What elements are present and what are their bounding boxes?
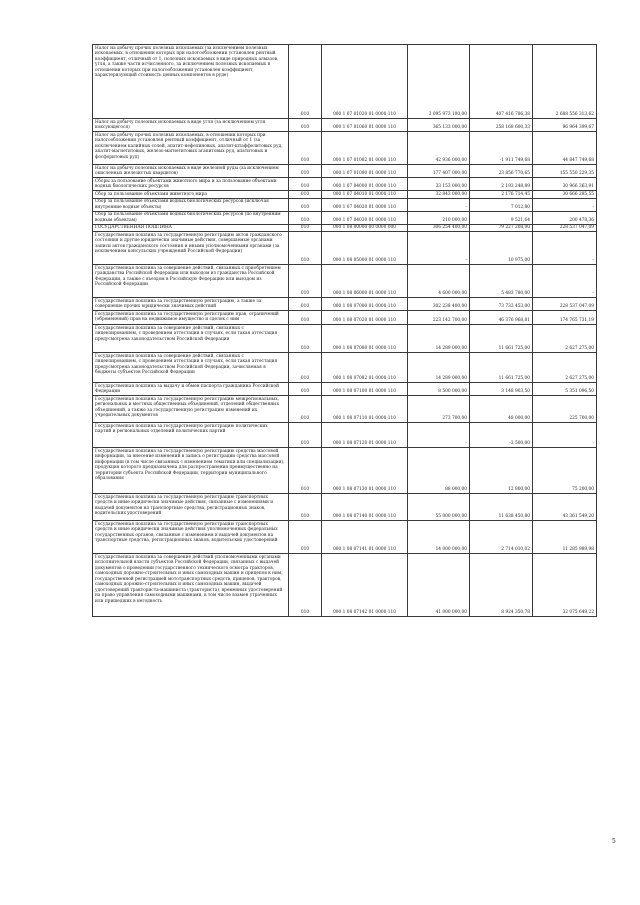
line-code: 010 <box>289 396 322 423</box>
line-code: 010 <box>289 521 322 554</box>
table-row <box>93 191 597 199</box>
unexecuted-amount: 75 200,00 <box>533 448 597 494</box>
row-name: Государственная пошлина за государственную регистрацию актов гражданского состояния и другие юридически значимые действия, совершаемые органами записи актов гражданского состояния и иными уполномоченными органами (за исключением консульских учреждений Российской Федерации) <box>93 232 289 265</box>
budget-code: 000 1 07 01020 01 0000 110 <box>322 45 408 119</box>
budget-code: 000 1 08 05000 01 0000 110 <box>322 232 408 265</box>
line-code: 010 <box>289 448 322 494</box>
executed-amount: 407 416 786,38 <box>470 45 533 119</box>
unexecuted-amount: 43 361 549,20 <box>533 494 597 521</box>
line-code: 010 <box>289 119 322 132</box>
table-row <box>93 178 597 191</box>
table-row <box>93 211 597 224</box>
page-number: 5 <box>612 838 616 845</box>
approved-amount: 306 254 400,00 <box>408 224 470 232</box>
approved-amount: 223 142 700,00 <box>408 311 470 325</box>
row-name: Государственная пошлина за государственную регистрацию прав, ограничений (обременений) прав на недвижимое имущество и сделок с ним <box>93 311 289 325</box>
approved-amount: - <box>408 198 470 211</box>
executed-amount: 11 638 450,80 <box>470 494 533 521</box>
budget-code: 000 1 08 07142 01 0000 110 <box>322 554 408 617</box>
row-name: Налог на добычу прочих полезных ископаемых (за исключением полезных ископаемых, в отношении которых при налогообложении установлен рентный коэффициент, отличный от 1, полезных ископаемых в виде природных алмазов, угля, а также части исчисленного, за исключением полезных ископаемых в отношении которых при налогообложении установлен коэффициент, характеризующий стоимость ценных компонентов в руде) <box>93 45 289 119</box>
unexecuted-amount: 44 847 749,68 <box>533 132 597 165</box>
table-row <box>93 353 597 383</box>
budget-code: 000 1 07 01082 01 0000 110 <box>322 132 408 165</box>
approved-amount: 14 000 000,00 <box>408 521 470 554</box>
table-row <box>93 198 597 211</box>
line-code: 010 <box>289 178 322 191</box>
line-code: 010 <box>289 211 322 224</box>
budget-code: 000 1 08 07082 01 0000 110 <box>322 353 408 383</box>
unexecuted-amount: - <box>533 198 597 211</box>
unexecuted-amount: 2 627 275,00 <box>533 353 597 383</box>
unexecuted-amount: 200 478,36 <box>533 211 597 224</box>
line-code: 010 <box>289 353 322 383</box>
unexecuted-amount: 228 537 047,09 <box>533 224 597 232</box>
row-name: Сбор за пользование объектами водных биологических ресурсов (исключая внутренние водные объекты) <box>93 198 289 211</box>
approved-amount: 14 289 000,00 <box>408 353 470 383</box>
row-name: ГОСУДАРСТВЕННАЯ ПОШЛИНА <box>93 224 289 232</box>
table-row <box>93 554 597 617</box>
unexecuted-amount: - <box>533 232 597 265</box>
unexecuted-amount: 30 666 285,55 <box>533 191 597 199</box>
line-code: 010 <box>289 298 322 311</box>
table-row <box>93 311 597 325</box>
budget-code: 000 1 08 07100 01 0000 110 <box>322 383 408 396</box>
executed-amount: 11 661 725,00 <box>470 353 533 383</box>
table-row <box>93 165 597 178</box>
row-name: Государственная пошлина за выдачу и обмен паспорта гражданина Российской Федерации <box>93 383 289 396</box>
executed-amount: -1 911 749,68 <box>470 132 533 165</box>
table-row <box>93 45 597 119</box>
approved-amount: 365 133 000,00 <box>408 119 470 132</box>
unexecuted-amount: - <box>533 423 597 448</box>
approved-amount: 3 095 973 100,00 <box>408 45 470 119</box>
executed-amount: 258 168 600,33 <box>470 119 533 132</box>
budget-code: 000 1 07 01090 01 0000 110 <box>322 165 408 178</box>
line-code: 010 <box>289 265 322 298</box>
row-name: Сбор за пользование объектами животного мира <box>93 191 289 199</box>
approved-amount: 88 000,00 <box>408 448 470 494</box>
approved-amount: 32 843 000,00 <box>408 191 470 199</box>
executed-amount: 3 148 903,50 <box>470 383 533 396</box>
table-row <box>93 298 597 311</box>
table-row <box>93 325 597 353</box>
table-row <box>93 119 597 132</box>
budget-code: 000 1 08 07140 01 0000 110 <box>322 494 408 521</box>
table-row <box>93 423 597 448</box>
row-name: Государственная пошлина за совершение действий, связанных с приобретением гражданства Российской Федерации или выходом из гражданства Российской Федерации, а также с въездом в Российскую Федерацию или выездом из Российской Федерации <box>93 265 289 298</box>
approved-amount: 210 000,00 <box>408 211 470 224</box>
budget-code: 000 1 08 07110 01 0000 110 <box>322 396 408 423</box>
approved-amount: - <box>408 423 470 448</box>
table-body <box>93 45 597 617</box>
executed-amount: 23 856 770,65 <box>470 165 533 178</box>
approved-amount: 14 289 000,00 <box>408 325 470 353</box>
executed-amount: -3 500,00 <box>470 423 533 448</box>
revenue-table <box>92 44 597 617</box>
table-row <box>93 132 597 165</box>
table-row <box>93 448 597 494</box>
unexecuted-amount: 174 765 731,19 <box>533 311 597 325</box>
approved-amount: 8 500 000,00 <box>408 383 470 396</box>
unexecuted-amount: 2 688 556 313,62 <box>533 45 597 119</box>
budget-code: 000 1 08 07120 01 0000 110 <box>322 423 408 448</box>
executed-amount: 79 227 208,00 <box>470 224 533 232</box>
executed-amount: 5 483 780,00 <box>470 265 533 298</box>
row-name: Налог на добычу прочих полезных ископаемых, в отношении которых при налогообложении установлен рентный коэффициент, отличный от 1 (за исключением калийных солей, апатит-нефелиновых, апатит-штаффелитовых руд, апатит-магнетитовых, железо-магнетитовых агапитовых руд, апатитовых и фосфоритовых руд) <box>93 132 289 165</box>
executed-amount: 7 012,80 <box>470 198 533 211</box>
approved-amount: 41 000 000,00 <box>408 554 470 617</box>
budget-code: 000 1 07 04000 01 0000 110 <box>322 178 408 191</box>
budget-code: 000 1 08 07000 01 0000 110 <box>322 298 408 311</box>
approved-amount: 42 936 000,00 <box>408 132 470 165</box>
unexecuted-amount: 30 966 363,91 <box>533 178 597 191</box>
approved-amount: 55 000 000,00 <box>408 494 470 521</box>
line-code: 010 <box>289 383 322 396</box>
executed-amount: 2 176 714,45 <box>470 191 533 199</box>
budget-code: 000 1 07 04020 01 0000 110 <box>322 198 408 211</box>
row-name: Налог на добычу полезных ископаемых в виде железной руды (за исключением окисленных железистых кварцитов) <box>93 165 289 178</box>
executed-amount: 8 924 350,78 <box>470 554 533 617</box>
executed-amount: 9 521,64 <box>470 211 533 224</box>
unexecuted-amount: 2 627 275,00 <box>533 325 597 353</box>
unexecuted-amount: 228 537 047,09 <box>533 298 597 311</box>
row-name: Государственная пошлина за государственную регистрацию, а также за совершение прочих юридически значимых действий <box>93 298 289 311</box>
budget-code: 000 1 08 00000 00 0000 000 <box>322 224 408 232</box>
line-code: 010 <box>289 311 322 325</box>
row-name: Государственная пошлина за совершение действий, связанных с лицензированием, с проведением аттестации в случаях, если такая аттестация предусмотрена законодательством Российской Федерации, зачисляемая в бюджеты субъектов Российской Федерации <box>93 353 289 383</box>
line-code: 010 <box>289 423 322 448</box>
line-code: 010 <box>289 132 322 165</box>
budget-code: 000 1 07 04010 01 0000 110 <box>322 191 408 199</box>
row-name: Налог на добычу полезных ископаемых в виде угля (за исключением угля коксующегося) <box>93 119 289 132</box>
budget-code: 000 1 08 07020 01 0000 110 <box>322 311 408 325</box>
table-row <box>93 224 597 232</box>
line-code: 010 <box>289 325 322 353</box>
row-name: Сбор за пользование объектами водных биологических ресурсов (по внутренним водным объектам) <box>93 211 289 224</box>
table-row <box>93 396 597 423</box>
row-name: Государственная пошлина за государственную регистрацию политических партий и региональных отделений политических партий <box>93 423 289 448</box>
budget-code: 000 1 07 01060 01 0000 110 <box>322 119 408 132</box>
budget-code: 000 1 07 04030 01 0000 110 <box>322 211 408 224</box>
approved-amount: 177 407 000,00 <box>408 165 470 178</box>
executed-amount: 2 193 248,89 <box>470 178 533 191</box>
unexecuted-amount: 96 964 399,67 <box>533 119 597 132</box>
budget-code: 000 1 08 07080 01 0000 110 <box>322 325 408 353</box>
executed-amount: 12 800,00 <box>470 448 533 494</box>
row-name: Государственная пошлина за государственную регистрацию средства массовой информации, за внесение изменений в запись о регистрации средства массовой информации (в том числе связанных с изменением тематики или специализации), продукция которого предназначена для распространения преимущественно на территории субъекта Российской Федерации, территории муниципального образования <box>93 448 289 494</box>
executed-amount: 10 975,00 <box>470 232 533 265</box>
table-row <box>93 521 597 554</box>
unexecuted-amount: 225 700,00 <box>533 396 597 423</box>
budget-code: 000 1 08 07141 01 0000 110 <box>322 521 408 554</box>
line-code: 010 <box>289 45 322 119</box>
approved-amount: 302 238 400,00 <box>408 298 470 311</box>
approved-amount: 273 700,00 <box>408 396 470 423</box>
executed-amount: 2 714 010,02 <box>470 521 533 554</box>
line-code: 010 <box>289 191 322 199</box>
table-row <box>93 383 597 396</box>
row-name: Государственная пошлина за совершение действий, связанных с лицензированием, с проведением аттестации в случаях, если такая аттестация предусмотрена законодательством Российской Федерации <box>93 325 289 353</box>
executed-amount: 48 000,00 <box>470 396 533 423</box>
line-code: 010 <box>289 232 322 265</box>
budget-code: 000 1 08 06000 01 0000 110 <box>322 265 408 298</box>
approved-amount: 33 153 000,00 <box>408 178 470 191</box>
line-code: 010 <box>289 198 322 211</box>
budget-code: 000 1 08 07130 01 0000 110 <box>322 448 408 494</box>
table-row <box>93 232 597 265</box>
approved-amount: 4 600 000,00 <box>408 265 470 298</box>
executed-amount: 11 661 725,00 <box>470 325 533 353</box>
executed-amount: 46 376 968,81 <box>470 311 533 325</box>
line-code: 010 <box>289 494 322 521</box>
unexecuted-amount: 32 075 649,22 <box>533 554 597 617</box>
row-name: Государственная пошлина за государственную регистрацию транспортных средств и иные юридически значимые действия уполномоченных федеральных государственных органов, связанные с изменением и выдачей документов на транспортные средства, регистрационных знаков, водительских удостоверений <box>93 521 289 554</box>
row-name: Государственная пошлина за государственную регистрацию транспортных средств и иные юридически значимые действия, связанные с изменениями и выдачей документов на транспортные средства, регистрационных знаков, водительских удостоверений <box>93 494 289 521</box>
unexecuted-amount: 11 285 989,98 <box>533 521 597 554</box>
unexecuted-amount: 155 550 229,35 <box>533 165 597 178</box>
unexecuted-amount: - <box>533 265 597 298</box>
row-name: Государственная пошлина за государственную регистрацию межрегиональных, региональных и местных общественных объединений, отделений общественных объединений, а также за государственную регистрацию изменений их учредительных документов <box>93 396 289 423</box>
approved-amount: - <box>408 232 470 265</box>
line-code: 010 <box>289 224 322 232</box>
line-code: 010 <box>289 165 322 178</box>
unexecuted-amount: 5 351 096,50 <box>533 383 597 396</box>
table-row <box>93 494 597 521</box>
row-name: Государственная пошлина за совершение действий уполномоченными органами исполнительной власти субъектов Российской Федерации, связанных с выдачей документов о проведении государственного технического осмотра тракторов, самоходных дорожно-строительных и иных самоходных машин и прицепов к ним, государственной регистрацией мототранспортных средств, прицепов, тракторов, самоходных дорожно-строительных и иных самоходных машин, выдачей удостоверений тракториста-машиниста (тракториста), временных удостоверений на право управления самоходными машинами, в том числе взамен утраченных или пришедших в негодность <box>93 554 289 617</box>
row-name: Сборы за пользование объектами животного мира и за пользование объектами водных биологических ресурсов <box>93 178 289 191</box>
table-row <box>93 265 597 298</box>
line-code: 010 <box>289 554 322 617</box>
executed-amount: 73 732 453,00 <box>470 298 533 311</box>
